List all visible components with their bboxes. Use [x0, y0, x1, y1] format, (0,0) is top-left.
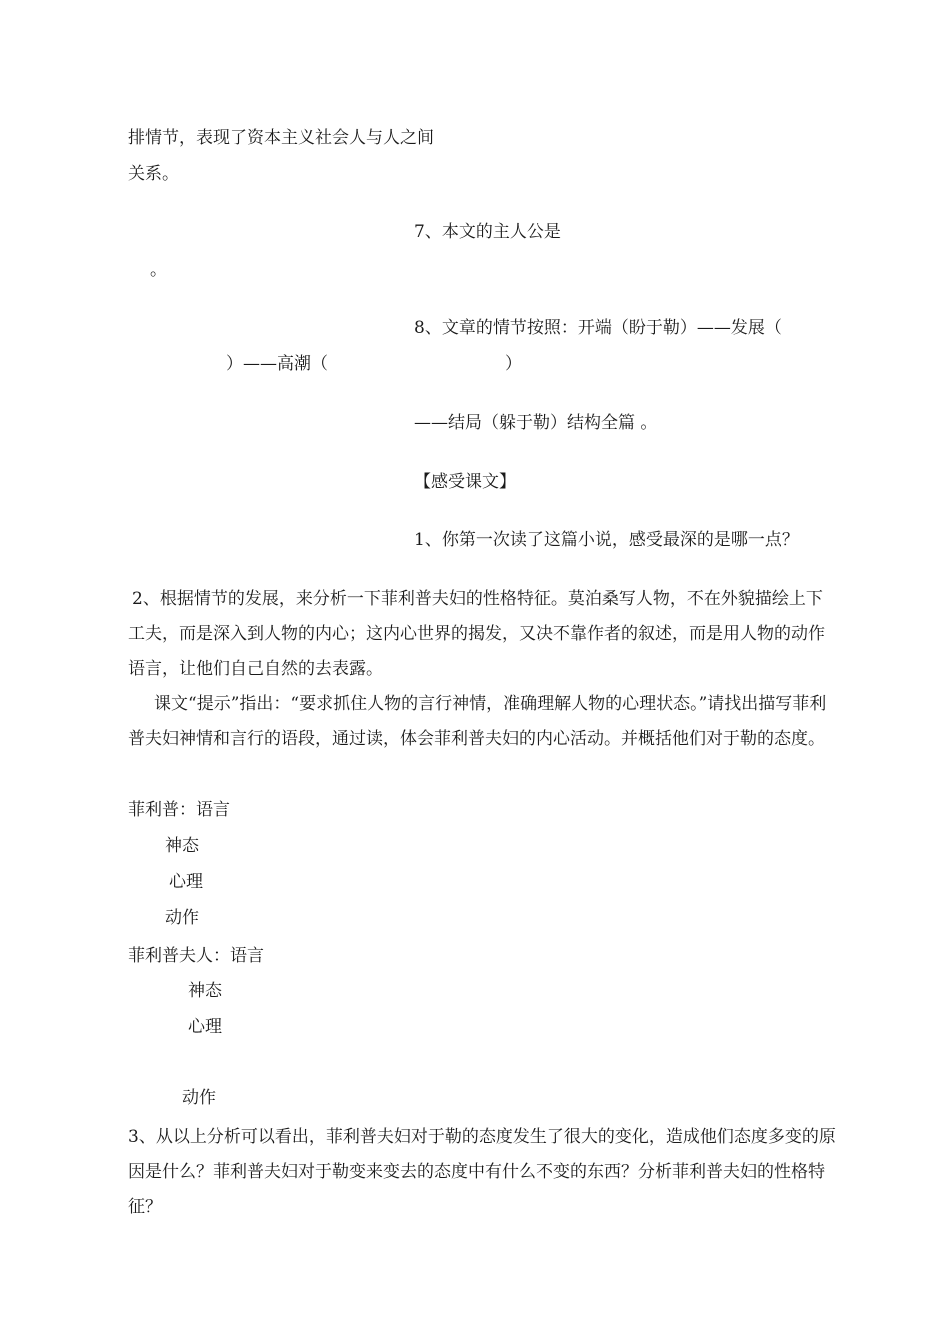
hint-paragraph: 课文“提示”指出：“要求抓住人物的言行神情，准确理解人物的心理状态。”请找出描写菲利普夫妇神情和言行的语段，通过读，体会菲利普夫妇的内心活动。并概括他们对于勒的态度。	[128, 694, 827, 749]
philip-item: 心理	[169, 872, 203, 892]
question-3-paragraph: 3、从以上分析可以看出，菲利普夫妇对于勒的态度发生了很大的变化，造成他们态度多变的原因是什么？菲利普夫妇对于勒变来变去的态度中有什么不变的东西？分析菲利普夫妇的性格特征？	[128, 1127, 836, 1217]
philip-item: 动作	[165, 908, 199, 928]
question-8-climax: ）——高潮（	[226, 354, 328, 374]
question-8: 8、文章的情节按照：开端（盼于勒）——发展（	[414, 318, 782, 338]
question-2-block	[128, 582, 838, 757]
philip-item: 神态	[165, 836, 199, 856]
text-line: 关系。	[128, 164, 179, 184]
question-7-end: 。	[150, 260, 167, 280]
question-1: 1、你第一次读了这篇小说，感受最深的是哪一点？	[414, 530, 799, 550]
question-3-block	[128, 1120, 838, 1225]
question-2-paragraph: 2、根据情节的发展，来分析一下菲利普夫妇的性格特征。莫泊桑写人物，不在外貌描绘上下工夫，而是深入到人物的内心；这内心世界的揭发，又决不靠作者的叙述，而是用人物的动作语言，让他们自己自然的去表露。	[128, 589, 825, 679]
text-line: 排情节，表现了资本主义社会人与人之间	[128, 128, 434, 148]
question-8-close-paren: ）	[505, 354, 522, 374]
question-7: 7、本文的主人公是	[414, 222, 561, 242]
madame-label: 菲利普夫人：语言	[128, 946, 264, 966]
madame-item: 心理	[188, 1017, 222, 1037]
madame-item: 神态	[188, 981, 222, 1001]
section-heading: 【感受课文】	[414, 472, 516, 492]
philip-label: 菲利普：语言	[128, 800, 230, 820]
madame-item: 动作	[182, 1088, 216, 1108]
question-8-ending: ——结局（躲于勒）结构全篇 。	[414, 413, 658, 433]
